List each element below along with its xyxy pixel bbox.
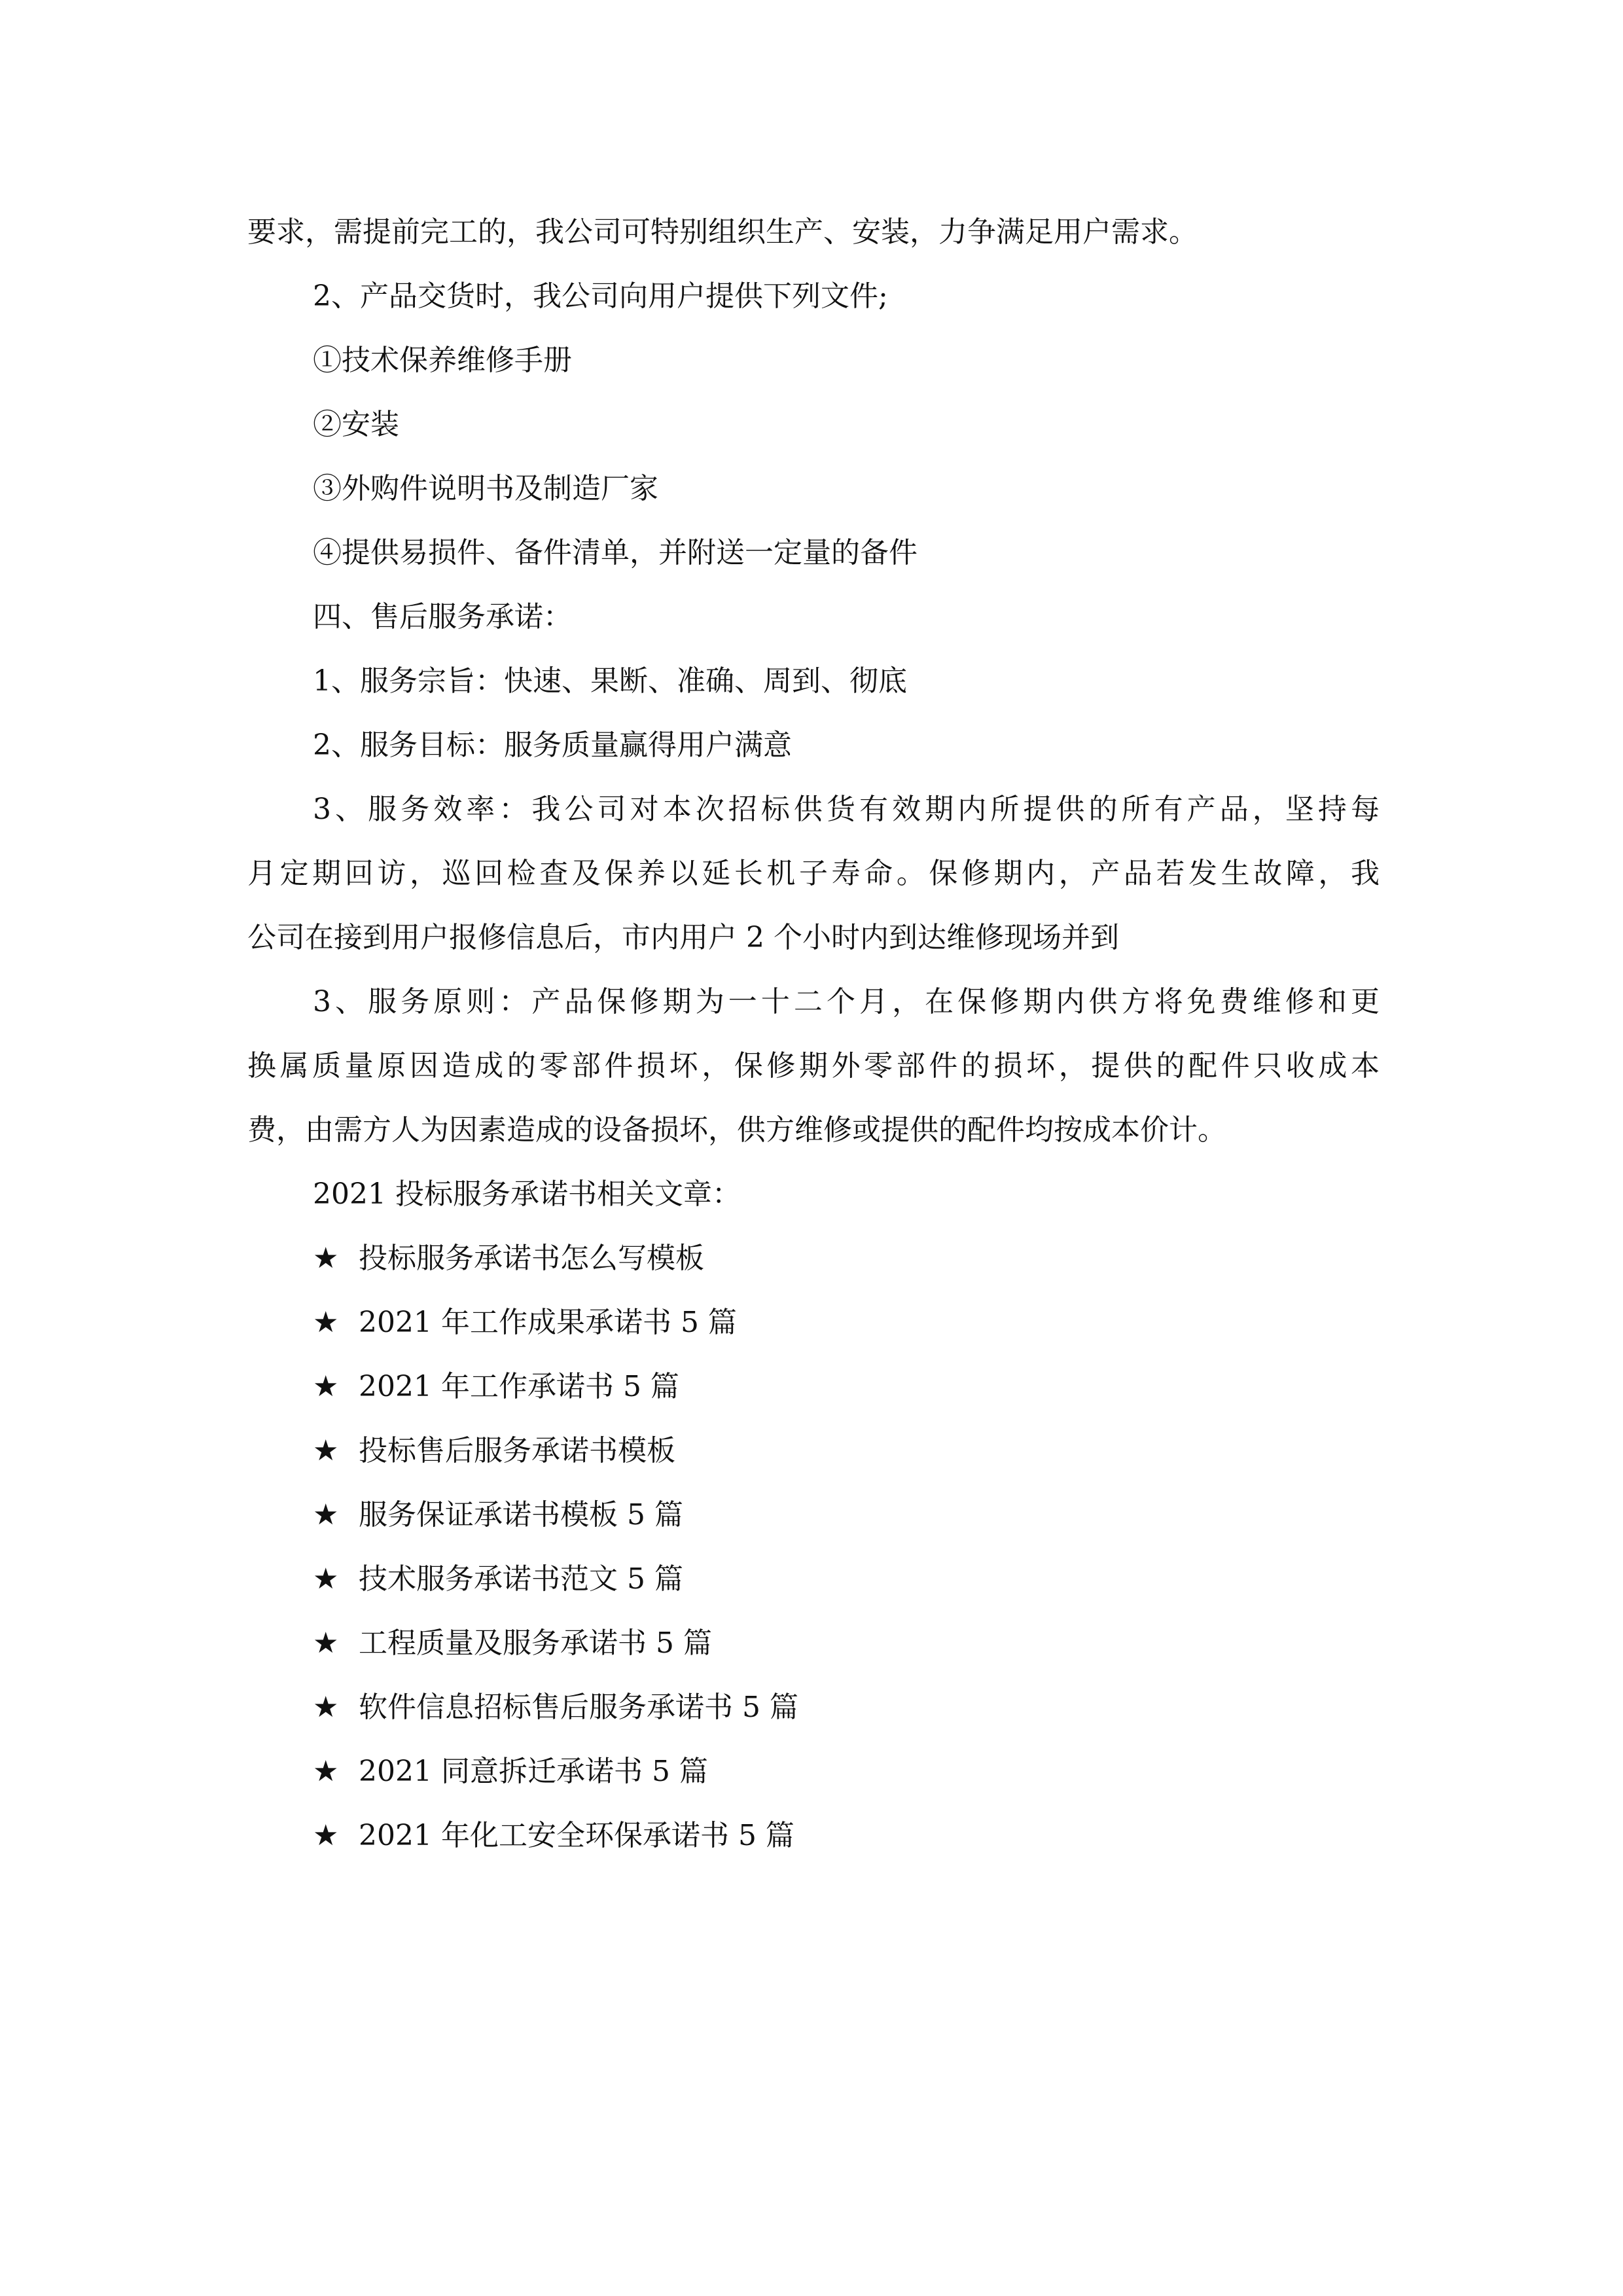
section-heading-after-sales: 四、售后服务承诺： — [313, 600, 572, 634]
related-article-link[interactable] — [247, 1740, 1380, 1804]
star-icon: ★ — [313, 1691, 339, 1724]
star-icon: ★ — [313, 1434, 339, 1467]
related-article-title: 服务保证承诺书模板 5 篇 — [359, 1498, 683, 1532]
related-article-title: 2021 年工作承诺书 5 篇 — [359, 1370, 679, 1403]
star-icon: ★ — [313, 1755, 339, 1788]
related-articles-heading: 2021 投标服务承诺书相关文章： — [313, 1177, 741, 1211]
paragraph-service-principle-line-2: 换属质量原因造成的零部件损坏，保修期外零部件的损坏，提供的配件只收成本 — [247, 1049, 1380, 1083]
paragraph-service-efficiency-line-2: 月定期回访，巡回检查及保养以延长机子寿命。保修期内，产品若发生故障，我 — [247, 857, 1380, 890]
related-article-link[interactable] — [247, 1804, 1380, 1868]
related-article-title: 2021 年工作成果承诺书 5 篇 — [359, 1306, 737, 1339]
related-article-title: 软件信息招标售后服务承诺书 5 篇 — [359, 1691, 798, 1724]
paragraph-service-principle-line-1: 3、服务原则：产品保修期为一十二个月，在保修期内供方将免费维修和更 — [313, 985, 1380, 1018]
star-icon: ★ — [313, 1242, 339, 1275]
list-item-spare-parts: ④提供易损件、备件清单，并附送一定量的备件 — [313, 536, 918, 569]
star-icon: ★ — [313, 1370, 339, 1403]
related-article-title: 工程质量及服务承诺书 5 篇 — [359, 1626, 712, 1660]
paragraph-continuation: 要求，需提前完工的，我公司可特别组织生产、安装，力争满足用户需求。 — [247, 215, 1198, 249]
paragraph-delivery-docs: 2、产品交货时，我公司向用户提供下列文件; — [313, 279, 888, 313]
related-article-link[interactable] — [247, 1611, 1380, 1676]
related-articles-list — [247, 1227, 1380, 1868]
list-item-purchased-parts: ③外购件说明书及制造厂家 — [313, 472, 658, 505]
list-item-manual: ①技术保养维修手册 — [313, 344, 572, 377]
list-item-install: ②安装 — [313, 408, 399, 441]
related-article-title: 技术服务承诺书范文 5 篇 — [359, 1562, 683, 1596]
related-article-link[interactable] — [247, 1419, 1380, 1483]
paragraph-service-purpose: 1、服务宗旨：快速、果断、准确、周到、彻底 — [313, 664, 907, 698]
related-article-link[interactable] — [247, 1291, 1380, 1355]
related-article-link[interactable] — [247, 1676, 1380, 1740]
related-article-link[interactable] — [247, 1355, 1380, 1419]
paragraph-service-goal: 2、服务目标：服务质量赢得用户满意 — [313, 728, 792, 762]
star-icon: ★ — [313, 1562, 339, 1596]
related-article-title: 2021 年化工安全环保承诺书 5 篇 — [359, 1819, 794, 1852]
paragraph-service-principle-line-3: 费，由需方人为因素造成的设备损坏，供方维修或提供的配件均按成本价计。 — [247, 1113, 1226, 1147]
document-body — [247, 200, 1380, 1868]
star-icon: ★ — [313, 1819, 339, 1852]
related-article-link[interactable] — [247, 1227, 1380, 1291]
star-icon: ★ — [313, 1626, 339, 1660]
paragraph-service-efficiency-line-3: 公司在接到用户报修信息后，市内用户 2 个小时内到达维修现场并到 — [247, 921, 1119, 954]
star-icon: ★ — [313, 1498, 339, 1532]
related-article-link[interactable] — [247, 1483, 1380, 1547]
related-article-title: 投标服务承诺书怎么写模板 — [359, 1242, 704, 1275]
related-article-title: 投标售后服务承诺书模板 — [359, 1434, 675, 1467]
paragraph-service-efficiency-line-1: 3、服务效率：我公司对本次招标供货有效期内所提供的所有产品，坚持每 — [313, 793, 1380, 826]
star-icon: ★ — [313, 1306, 339, 1339]
related-article-link[interactable] — [247, 1547, 1380, 1611]
related-article-title: 2021 同意拆迁承诺书 5 篇 — [359, 1755, 708, 1788]
